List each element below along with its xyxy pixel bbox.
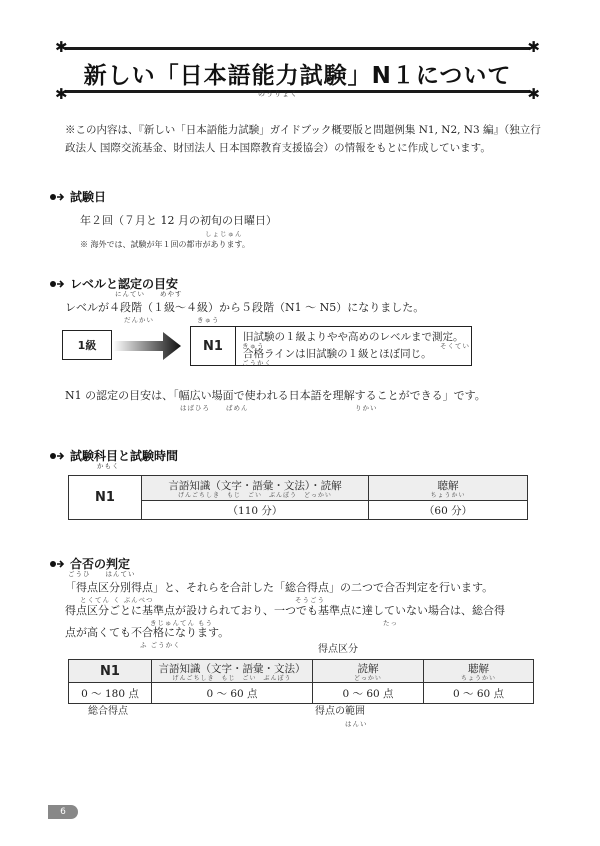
arrow-bullet-icon [50,559,66,569]
ruby: りかい [355,404,378,412]
arrow-bullet-icon [50,192,66,202]
title-banner [55,38,540,103]
heading-text: レベルと認定の目安 [70,277,179,291]
table-cell: 0 ～ 60 点 [313,683,424,704]
ruby: げんごちしき もじ ごい ぶんぽう どっかい [178,491,332,499]
old-level-box: 1級 [62,330,112,360]
new-level-box [190,326,472,366]
ruby: めやす [160,290,183,298]
judgment-line: 「得点区分別得点」と、それらを合計した「総合得点」の二つで合否判定を行います。 [65,581,494,594]
arrow-bullet-icon [50,279,66,289]
judgment-line: 得点区分ごとに基準点が設けられており、一つでも基準点に達していない場合は、総合得 [65,604,505,617]
score-table [68,659,534,704]
star-icon: ✱ [55,38,68,56]
ruby: きゅう [197,316,220,324]
ruby: もう [198,619,213,627]
heading-level [50,275,178,292]
heading-text: 合否の判定 [70,557,131,571]
new-level-description [243,329,464,364]
page-title: 新しい「日本語能力試験」N１について [83,63,512,89]
score-category-label: 得点区分 [318,644,358,655]
page-number: 6 [48,805,78,819]
ruby: だんかい [124,316,154,324]
table-cell: 0 ～ 60 点 [152,683,313,704]
ruby: ごうかく [242,359,272,367]
table-cell: （60 分） [369,501,528,520]
table-header [424,660,534,683]
subjects-table [68,475,528,520]
table-header [369,476,528,501]
exam-date-line: 年２回（７月と 12 月の初旬の日曜日） [80,214,277,227]
ruby: そうごう [295,596,325,604]
ruby: げんごちしき もじ ごい ぶんぽう [172,674,292,682]
star-icon: ✱ [527,85,540,103]
header-text: 言語知識（文字・語彙・文法） [158,662,306,675]
total-score-label: 総合得点 [88,706,128,717]
description-line: 旧試験の１級よりやや高めのレベルまで測定。 [243,331,464,343]
exam-date-note: ※ 海外では、試験が年１回の都市があります。 [80,240,250,249]
ruby: とくてん く ぶんべつ [80,596,154,604]
ruby: にんてい [115,290,145,298]
ruby: ばめん [226,404,249,412]
description-line: 合格ラインは旧試験の１級とほぼ同じ。 [243,348,432,361]
table-cell: （110 分） [142,501,369,520]
score-range-label: 得点の範囲 [315,706,365,717]
ruby: きゅう [242,342,265,350]
ruby: きじゅんてん [150,619,195,627]
header-text: 聴解 [468,662,489,675]
table-cell: 0 ～ 60 点 [424,683,534,704]
heading-text: 試験科目と試験時間 [70,449,179,463]
header-text: 読解 [357,662,379,675]
heading-exam-date [50,188,106,205]
header-text: 聴解 [437,479,459,492]
arrow-bullet-icon [50,451,66,461]
ruby: かもく [97,462,120,470]
heading-text: 試験日 [70,190,107,204]
ruby: しょじゅん [205,230,243,238]
ruby: ちょうかい [460,674,496,682]
title-top-rule [65,47,530,50]
ruby: たっ [383,619,398,627]
ruby: どっかい [354,674,382,682]
title-ruby: のうりょく [258,90,298,98]
star-icon: ✱ [527,38,540,56]
level-criteria-line: N1 の認定の目安は、「幅広い場面で使われる日本語を理解することができる」です。 [65,389,486,402]
table-cell: 0 ～ 180 点 [69,683,152,704]
ruby: そくてい [440,342,470,350]
table-header [152,660,313,683]
judgment-line: 点が高くても不合格になります。 [65,626,230,639]
source-note: ※この内容は、『新しい「日本語能力試験」ガイドブック概要版と問題例集 N1, N2, N3 編』（独立行政法人 国際交流基金、財団法人 日本国際教育支援協会）の情報をもとに作成しています。 [65,124,541,154]
ruby: はんい [345,720,368,728]
new-level-label: N1 [191,327,236,365]
level-line: レベルが４段階（１級～４級）から５段階（N1 ～ N5）になりました。 [65,301,425,314]
ruby: ふ ごうかく [140,641,181,649]
star-icon: ✱ [55,85,68,103]
table-header [313,660,424,683]
ruby: はばひろ [180,404,210,412]
arrow-right-icon [113,330,183,362]
ruby: ちょうかい [430,491,466,499]
table-level-cell: N1 [69,660,152,683]
table-level-cell: N1 [69,476,142,520]
table-header [142,476,369,501]
ruby: ごうひ はんてい [68,570,136,578]
header-text: 言語知識（文字・語彙・文法）・読解 [168,479,342,492]
